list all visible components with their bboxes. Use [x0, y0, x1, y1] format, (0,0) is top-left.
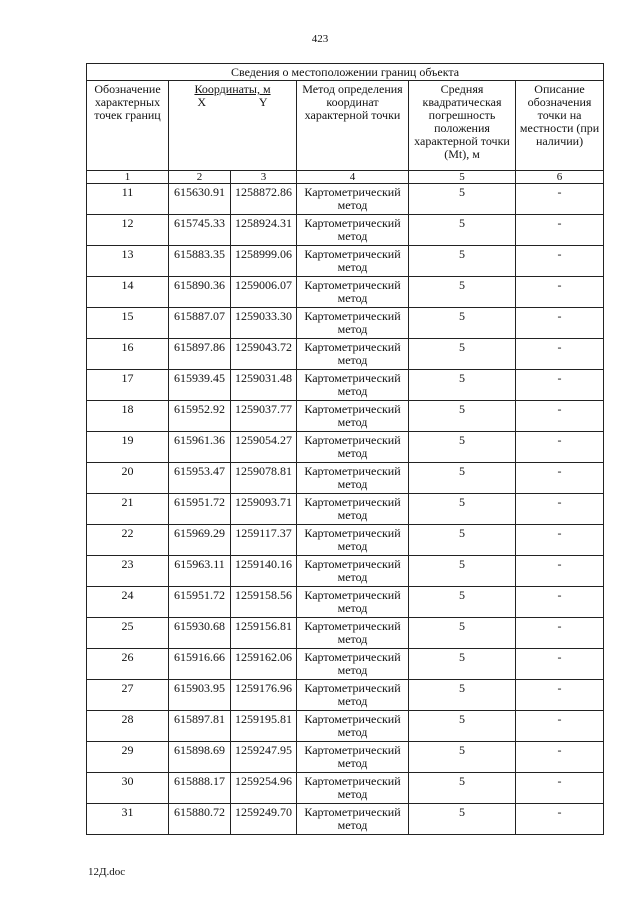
- y-coordinate-cell: 1259078.81: [231, 463, 297, 494]
- accuracy-cell: 5: [409, 215, 516, 246]
- y-coordinate-cell: 1259037.77: [231, 401, 297, 432]
- point-id-cell: 23: [87, 556, 169, 587]
- table-row: [87, 494, 604, 525]
- description-cell: -: [516, 277, 604, 308]
- y-coordinate-cell: 1259249.70: [231, 804, 297, 835]
- accuracy-cell: 5: [409, 370, 516, 401]
- x-coordinate-cell: 615883.35: [169, 246, 231, 277]
- y-coordinate-cell: 1259031.48: [231, 370, 297, 401]
- point-id-cell: 26: [87, 649, 169, 680]
- point-id-cell: 20: [87, 463, 169, 494]
- description-cell: -: [516, 618, 604, 649]
- column-number: 5: [409, 171, 516, 184]
- point-id-cell: 28: [87, 711, 169, 742]
- method-cell: Картометрический метод: [297, 556, 409, 587]
- x-coordinate-cell: 615898.69: [169, 742, 231, 773]
- accuracy-cell: 5: [409, 556, 516, 587]
- table-row: [87, 742, 604, 773]
- header-y: Y: [258, 95, 268, 109]
- column-number: 2: [169, 171, 231, 184]
- table-title-row: [87, 64, 604, 81]
- accuracy-cell: 5: [409, 401, 516, 432]
- x-coordinate-cell: 615880.72: [169, 804, 231, 835]
- accuracy-cell: 5: [409, 308, 516, 339]
- table-row: [87, 308, 604, 339]
- description-cell: -: [516, 680, 604, 711]
- x-coordinate-cell: 615952.92: [169, 401, 231, 432]
- method-cell: Картометрический метод: [297, 308, 409, 339]
- accuracy-cell: 5: [409, 277, 516, 308]
- table-row: [87, 804, 604, 835]
- method-cell: Картометрический метод: [297, 277, 409, 308]
- column-number: 1: [87, 171, 169, 184]
- point-id-cell: 11: [87, 184, 169, 215]
- header-accuracy: Средняя квадратическая погрешность положения характерной точки (Mt), м: [409, 81, 516, 171]
- description-cell: -: [516, 246, 604, 277]
- description-cell: -: [516, 742, 604, 773]
- accuracy-cell: 5: [409, 246, 516, 277]
- method-cell: Картометрический метод: [297, 525, 409, 556]
- x-coordinate-cell: 615930.68: [169, 618, 231, 649]
- method-cell: Картометрический метод: [297, 246, 409, 277]
- method-cell: Картометрический метод: [297, 494, 409, 525]
- x-coordinate-cell: 615630.91: [169, 184, 231, 215]
- method-cell: Картометрический метод: [297, 432, 409, 463]
- y-coordinate-cell: 1259033.30: [231, 308, 297, 339]
- point-id-cell: 13: [87, 246, 169, 277]
- table-row: [87, 525, 604, 556]
- accuracy-cell: 5: [409, 463, 516, 494]
- point-id-cell: 21: [87, 494, 169, 525]
- accuracy-cell: 5: [409, 432, 516, 463]
- table-row: [87, 618, 604, 649]
- accuracy-cell: 5: [409, 339, 516, 370]
- point-id-cell: 22: [87, 525, 169, 556]
- table-header-row: [87, 81, 604, 171]
- point-id-cell: 12: [87, 215, 169, 246]
- column-number: 3: [231, 171, 297, 184]
- accuracy-cell: 5: [409, 525, 516, 556]
- description-cell: -: [516, 525, 604, 556]
- accuracy-cell: 5: [409, 742, 516, 773]
- description-cell: -: [516, 494, 604, 525]
- point-id-cell: 31: [87, 804, 169, 835]
- x-coordinate-cell: 615969.29: [169, 525, 231, 556]
- table-row: [87, 432, 604, 463]
- method-cell: Картометрический метод: [297, 401, 409, 432]
- point-id-cell: 19: [87, 432, 169, 463]
- description-cell: -: [516, 463, 604, 494]
- x-coordinate-cell: 615951.72: [169, 587, 231, 618]
- point-id-cell: 27: [87, 680, 169, 711]
- x-coordinate-cell: 615903.95: [169, 680, 231, 711]
- table-row: [87, 649, 604, 680]
- y-coordinate-cell: 1259162.06: [231, 649, 297, 680]
- x-coordinate-cell: 615897.86: [169, 339, 231, 370]
- table-row: [87, 587, 604, 618]
- x-coordinate-cell: 615745.33: [169, 215, 231, 246]
- y-coordinate-cell: 1259247.95: [231, 742, 297, 773]
- accuracy-cell: 5: [409, 494, 516, 525]
- accuracy-cell: 5: [409, 587, 516, 618]
- accuracy-cell: 5: [409, 618, 516, 649]
- y-coordinate-cell: 1259117.37: [231, 525, 297, 556]
- x-coordinate-cell: 615888.17: [169, 773, 231, 804]
- column-number: 6: [516, 171, 604, 184]
- accuracy-cell: 5: [409, 773, 516, 804]
- y-coordinate-cell: 1259006.07: [231, 277, 297, 308]
- method-cell: Картометрический метод: [297, 711, 409, 742]
- method-cell: Картометрический метод: [297, 463, 409, 494]
- accuracy-cell: 5: [409, 680, 516, 711]
- x-coordinate-cell: 615961.36: [169, 432, 231, 463]
- table-row: [87, 401, 604, 432]
- y-coordinate-cell: 1259195.81: [231, 711, 297, 742]
- y-coordinate-cell: 1258872.86: [231, 184, 297, 215]
- description-cell: -: [516, 649, 604, 680]
- point-id-cell: 25: [87, 618, 169, 649]
- header-point-designation: Обозначение характерных точек границ: [87, 81, 169, 171]
- description-cell: -: [516, 773, 604, 804]
- point-id-cell: 15: [87, 308, 169, 339]
- header-description: Описание обозначения точки на местности (при наличии): [516, 81, 604, 171]
- y-coordinate-cell: 1259140.16: [231, 556, 297, 587]
- table-row: [87, 370, 604, 401]
- footer-filename: 12Д.doc: [88, 866, 126, 878]
- boundary-coordinates-table: [86, 63, 604, 835]
- header-coordinates-label: Координаты, м: [194, 82, 271, 96]
- x-coordinate-cell: 615890.36: [169, 277, 231, 308]
- header-coordinates: [169, 81, 297, 171]
- table-row: [87, 184, 604, 215]
- method-cell: Картометрический метод: [297, 742, 409, 773]
- point-id-cell: 29: [87, 742, 169, 773]
- method-cell: Картометрический метод: [297, 649, 409, 680]
- method-cell: Картометрический метод: [297, 215, 409, 246]
- table-row: [87, 463, 604, 494]
- method-cell: Картометрический метод: [297, 618, 409, 649]
- x-coordinate-cell: 615916.66: [169, 649, 231, 680]
- method-cell: Картометрический метод: [297, 804, 409, 835]
- y-coordinate-cell: 1258999.06: [231, 246, 297, 277]
- y-coordinate-cell: 1259158.56: [231, 587, 297, 618]
- description-cell: -: [516, 308, 604, 339]
- point-id-cell: 30: [87, 773, 169, 804]
- page-number: 423: [311, 33, 329, 45]
- accuracy-cell: 5: [409, 711, 516, 742]
- method-cell: Картометрический метод: [297, 587, 409, 618]
- y-coordinate-cell: 1259176.96: [231, 680, 297, 711]
- description-cell: -: [516, 184, 604, 215]
- accuracy-cell: 5: [409, 649, 516, 680]
- point-id-cell: 18: [87, 401, 169, 432]
- description-cell: -: [516, 587, 604, 618]
- x-coordinate-cell: 615951.72: [169, 494, 231, 525]
- description-cell: -: [516, 339, 604, 370]
- point-id-cell: 17: [87, 370, 169, 401]
- table-row: [87, 277, 604, 308]
- x-coordinate-cell: 615897.81: [169, 711, 231, 742]
- x-coordinate-cell: 615939.45: [169, 370, 231, 401]
- table-row: [87, 556, 604, 587]
- y-coordinate-cell: 1259156.81: [231, 618, 297, 649]
- description-cell: -: [516, 370, 604, 401]
- method-cell: Картометрический метод: [297, 184, 409, 215]
- x-coordinate-cell: 615887.07: [169, 308, 231, 339]
- y-coordinate-cell: 1259054.27: [231, 432, 297, 463]
- column-number: 4: [297, 171, 409, 184]
- y-coordinate-cell: 1259254.96: [231, 773, 297, 804]
- point-id-cell: 14: [87, 277, 169, 308]
- x-coordinate-cell: 615953.47: [169, 463, 231, 494]
- header-method: Метод определения координат характерной точки: [297, 81, 409, 171]
- table-row: [87, 215, 604, 246]
- description-cell: -: [516, 711, 604, 742]
- description-cell: -: [516, 401, 604, 432]
- description-cell: -: [516, 804, 604, 835]
- column-number-row: [87, 171, 604, 184]
- point-id-cell: 24: [87, 587, 169, 618]
- point-id-cell: 16: [87, 339, 169, 370]
- y-coordinate-cell: 1259093.71: [231, 494, 297, 525]
- description-cell: -: [516, 215, 604, 246]
- method-cell: Картометрический метод: [297, 339, 409, 370]
- y-coordinate-cell: 1258924.31: [231, 215, 297, 246]
- method-cell: Картометрический метод: [297, 773, 409, 804]
- description-cell: -: [516, 556, 604, 587]
- table-row: [87, 680, 604, 711]
- y-coordinate-cell: 1259043.72: [231, 339, 297, 370]
- table-row: [87, 773, 604, 804]
- table-row: [87, 246, 604, 277]
- description-cell: -: [516, 432, 604, 463]
- accuracy-cell: 5: [409, 184, 516, 215]
- table-title: Сведения о местоположении границ объекта: [87, 64, 604, 81]
- x-coordinate-cell: 615963.11: [169, 556, 231, 587]
- method-cell: Картометрический метод: [297, 680, 409, 711]
- accuracy-cell: 5: [409, 804, 516, 835]
- header-x: X: [197, 95, 207, 109]
- table-row: [87, 339, 604, 370]
- method-cell: Картометрический метод: [297, 370, 409, 401]
- table-row: [87, 711, 604, 742]
